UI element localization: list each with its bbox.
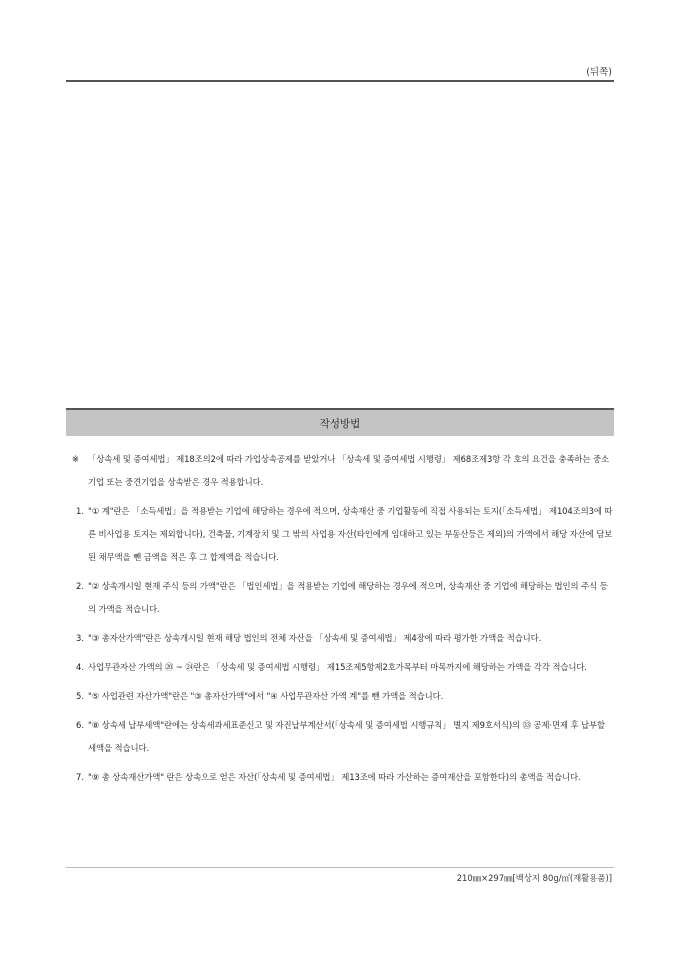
section-header [66, 408, 614, 436]
note-mark: ※ [72, 454, 80, 464]
instruction-item-2 [66, 575, 614, 621]
section-title: 작성방법 [319, 417, 361, 430]
instruction-item-5 [66, 685, 614, 708]
instruction-number: 4. [76, 662, 84, 672]
instruction-text: "① 계"란은 「소득세법」을 적용받는 기업에 해당하는 경우에 적으며, 상속재산 중 기업활동에 직접 사용되는 토지(「소득세법」 제104조의3에 따른 비사업용 토지는 제외합니다), 건축물, 기계장치 및 그 밖의 사업용 자산(타인에게 임대하고 있는 부동산등은 제외)의 가액에서 해당 자산에 담보된 채무액을 뺀 금액을 적은 후 그 합계액을 적습니다. [88, 506, 613, 562]
instruction-item-3 [66, 627, 614, 650]
instruction-item-1 [66, 500, 614, 569]
page-side-label: (뒤쪽) [586, 67, 612, 78]
instruction-item-7 [66, 766, 614, 789]
instruction-text: "⑨ 총 상속재산가액" 란은 상속으로 얻은 자산(「상속세 및 증여세법」 제13조에 따라 가산하는 증여재산을 포함한다)의 총액을 적습니다. [88, 772, 581, 782]
instruction-number: 5. [76, 691, 84, 701]
instruction-number: 6. [76, 720, 84, 730]
instruction-text: 사업무관자산 가액의 ⑳ ~ ㉔란은 「상속세 및 증여세법 시행령」 제15조제5항제2호가목부터 마목까지에 해당하는 가액을 각각 적습니다. [88, 662, 587, 672]
instruction-text: "⑧ 상속세 납부세액"란에는 상속세과세표준신고 및 자진납부계산서(「상속세 및 증여세법 시행규칙」 별지 제9호서식)의 ㉝ 공제·면제 후 납부할 세액을 적습니다. [88, 720, 606, 753]
top-divider [66, 80, 614, 82]
instruction-number: 3. [76, 633, 84, 643]
bottom-divider [66, 867, 614, 868]
instructions-content [66, 448, 614, 795]
instruction-number: 1. [76, 506, 84, 516]
instruction-text: "③ 총자산가액"란은 상속개시일 현재 해당 법인의 전체 자산을 「상속세 및 증여세법」 제4장에 따라 평가한 가액을 적습니다. [88, 633, 542, 643]
note-text: 「상속세 및 증여세법」 제18조의2에 따라 가업상속공제를 받았거나 「상속세 및 증여세법 시행령」 제68조제3항 각 호의 요건을 충족하는 중소기업 또는 중견기업을 상속받은 경우 적용합니다. [88, 454, 609, 487]
instruction-item-6 [66, 714, 614, 760]
instruction-number: 2. [76, 581, 84, 591]
paper-spec-footer: 210㎜×297㎜[백상지 80g/㎡(재활용품)] [456, 873, 612, 883]
general-note [66, 448, 614, 494]
instruction-item-4 [66, 656, 614, 679]
instruction-text: "⑤ 사업관련 자산가액"란은 "③ 총자산가액"에서 "④ 사업무관자산 가액 계"를 뺀 가액을 적습니다. [88, 691, 444, 701]
instruction-text: "② 상속개시일 현재 주식 등의 가액"란은 「법인세법」을 적용받는 기업에 해당하는 경우에 적으며, 상속재산 중 기업에 해당하는 법인의 주식 등의 가액을 적습니다. [88, 581, 608, 614]
instruction-number: 7. [76, 772, 84, 782]
